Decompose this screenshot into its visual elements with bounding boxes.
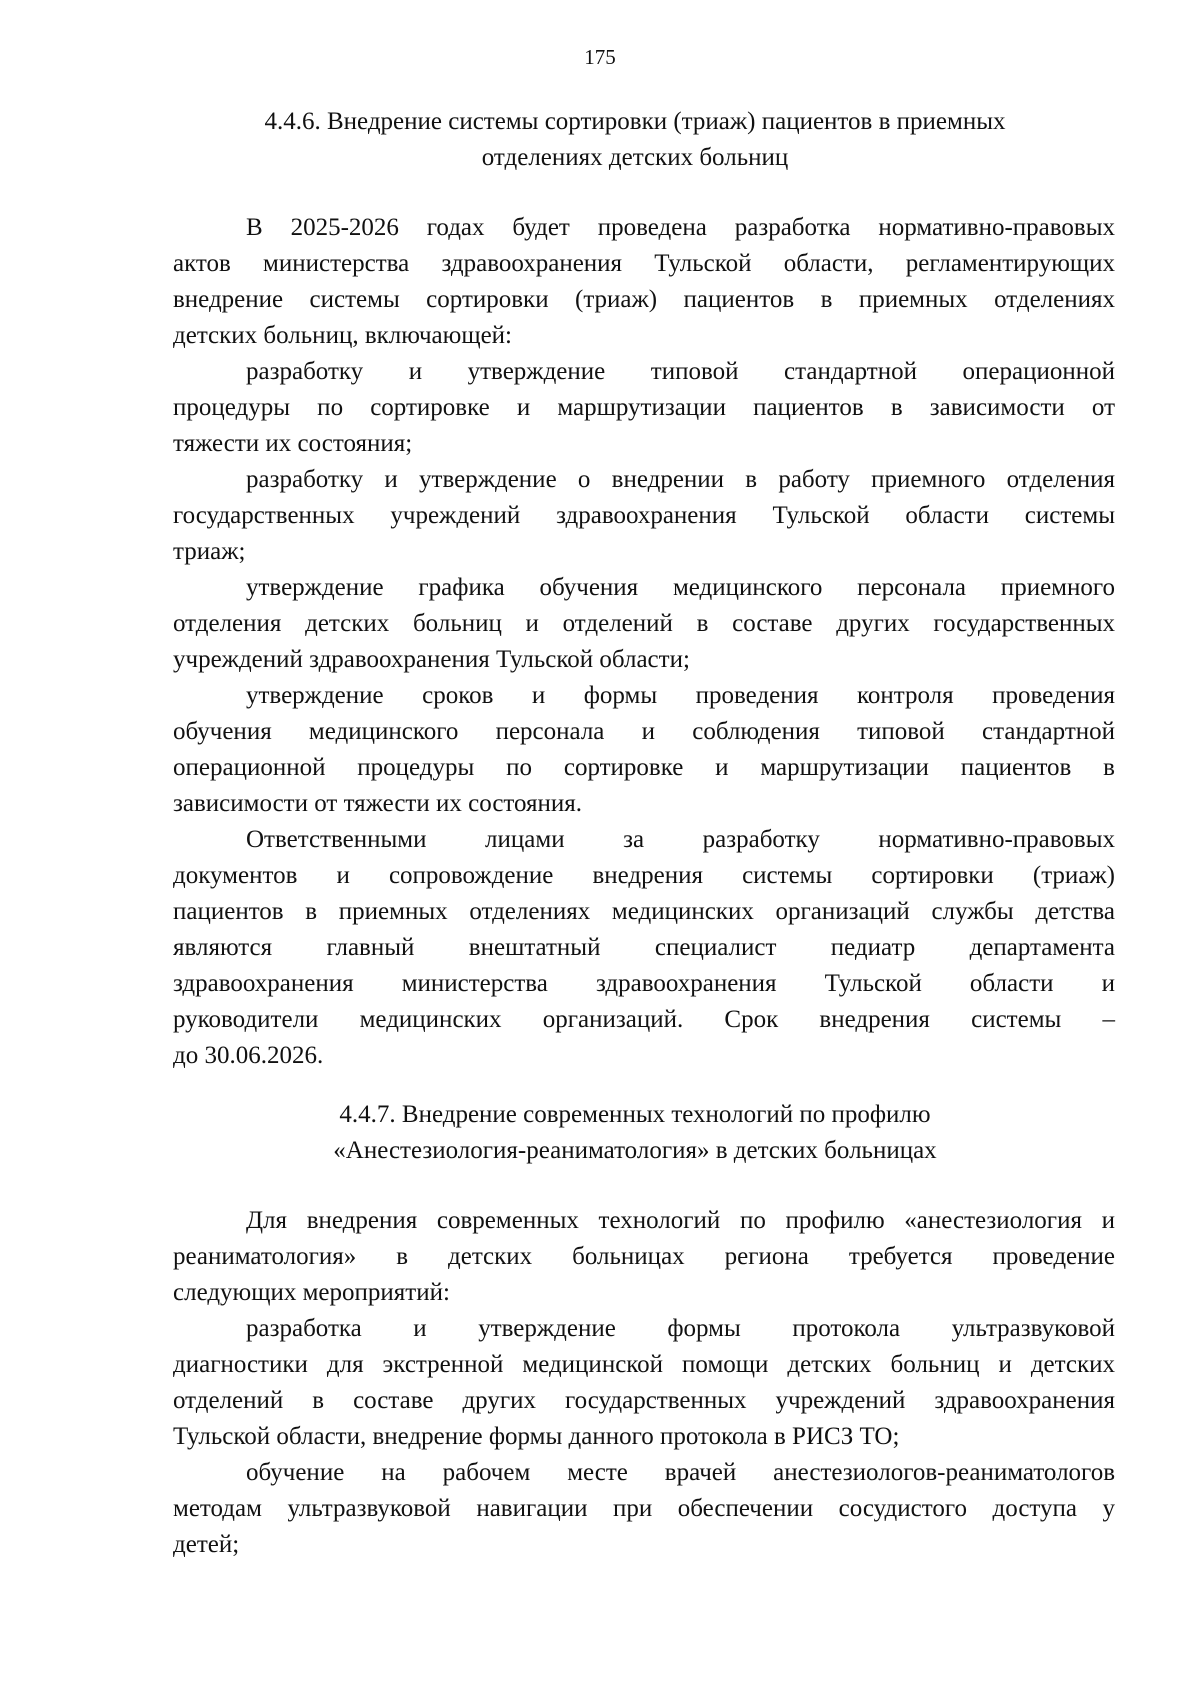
responsibility-paragraph <box>173 822 1115 1074</box>
section-body-4-4-6 <box>173 210 1115 1074</box>
list-paragraph <box>173 1311 1115 1455</box>
text-line: Для внедрения современных технологий по профилю «анестезиология и <box>246 1207 1115 1234</box>
text-line: диагностики для экстренной медицинской помощи детских больниц и детских <box>173 1351 1115 1378</box>
text-line: детских больниц, включающей: <box>173 322 512 349</box>
text-line: разработку и утверждение о внедрении в работу приемного отделения <box>246 466 1115 493</box>
list-paragraph <box>173 354 1115 462</box>
text-line: разработка и утверждение формы протокола ультразвуковой <box>246 1315 1115 1342</box>
list-paragraph <box>173 570 1115 678</box>
list-paragraph <box>173 462 1115 570</box>
text-line: до 30.06.2026. <box>173 1042 324 1069</box>
list-paragraph <box>173 678 1115 822</box>
text-line: утверждение сроков и формы проведения контроля проведения <box>246 682 1115 709</box>
heading-line: 4.4.7. Внедрение современных технологий по профилю <box>339 1101 931 1128</box>
heading-line: «Анестезиология-реаниматология» в детских больницах <box>333 1137 937 1164</box>
text-line: тяжести их состояния; <box>173 430 413 457</box>
text-line: внедрение системы сортировки (триаж) пациентов в приемных отделениях <box>173 286 1115 313</box>
text-line: государственных учреждений здравоохранения Тульской области системы <box>173 502 1115 529</box>
text-line: разработку и утверждение типовой стандартной операционной <box>246 358 1115 385</box>
section-heading-4-4-6 <box>200 104 1070 176</box>
text-line: утверждение графика обучения медицинского персонала приемного <box>246 574 1115 601</box>
text-line: актов министерства здравоохранения Тульской области, регламентирующих <box>173 250 1115 277</box>
text-line: документов и сопровождение внедрения системы сортировки (триаж) <box>173 862 1115 889</box>
page-number: 175 <box>584 45 616 69</box>
list-paragraph <box>173 1455 1115 1563</box>
text-line: зависимости от тяжести их состояния. <box>173 790 583 817</box>
heading-line: 4.4.6. Внедрение системы сортировки (триаж) пациентов в приемных <box>264 108 1006 135</box>
paragraph <box>173 210 1115 354</box>
text-line: операционной процедуры по сортировке и маршрутизации пациентов в <box>173 754 1115 781</box>
text-line: учреждений здравоохранения Тульской области; <box>173 646 690 673</box>
text-line: реаниматология» в детских больницах региона требуется проведение <box>173 1243 1115 1270</box>
text-line: здравоохранения министерства здравоохранения Тульской области и <box>173 970 1115 997</box>
text-line: триаж; <box>173 538 246 565</box>
text-line: обучение на рабочем месте врачей анестезиологов-реаниматологов <box>246 1459 1115 1486</box>
text-line: пациентов в приемных отделениях медицинских организаций службы детства <box>173 898 1115 925</box>
text-line: являются главный внештатный специалист педиатр департамента <box>173 934 1115 961</box>
text-line: следующих мероприятий: <box>173 1279 450 1306</box>
heading-line: отделениях детских больниц <box>481 144 789 171</box>
text-line: руководители медицинских организаций. Срок внедрения системы – <box>173 1006 1115 1033</box>
text-line: отделений в составе других государственных учреждений здравоохранения <box>173 1387 1115 1414</box>
text-line: Ответственными лицами за разработку нормативно-правовых <box>246 826 1115 853</box>
text-line: В 2025-2026 годах будет проведена разработка нормативно-правовых <box>246 214 1115 241</box>
text-line: отделения детских больниц и отделений в составе других государственных <box>173 610 1115 637</box>
paragraph <box>173 1203 1115 1311</box>
text-line: методам ультразвуковой навигации при обеспечении сосудистого доступа у <box>173 1495 1115 1522</box>
section-body-4-4-7 <box>173 1203 1115 1563</box>
section-heading-4-4-7 <box>200 1097 1070 1169</box>
text-line: детей; <box>173 1531 240 1558</box>
text-line: обучения медицинского персонала и соблюдения типовой стандартной <box>173 718 1115 745</box>
text-line: Тульской области, внедрение формы данного протокола в РИСЗ ТО; <box>173 1423 900 1450</box>
text-line: процедуры по сортировке и маршрутизации пациентов в зависимости от <box>173 394 1115 421</box>
